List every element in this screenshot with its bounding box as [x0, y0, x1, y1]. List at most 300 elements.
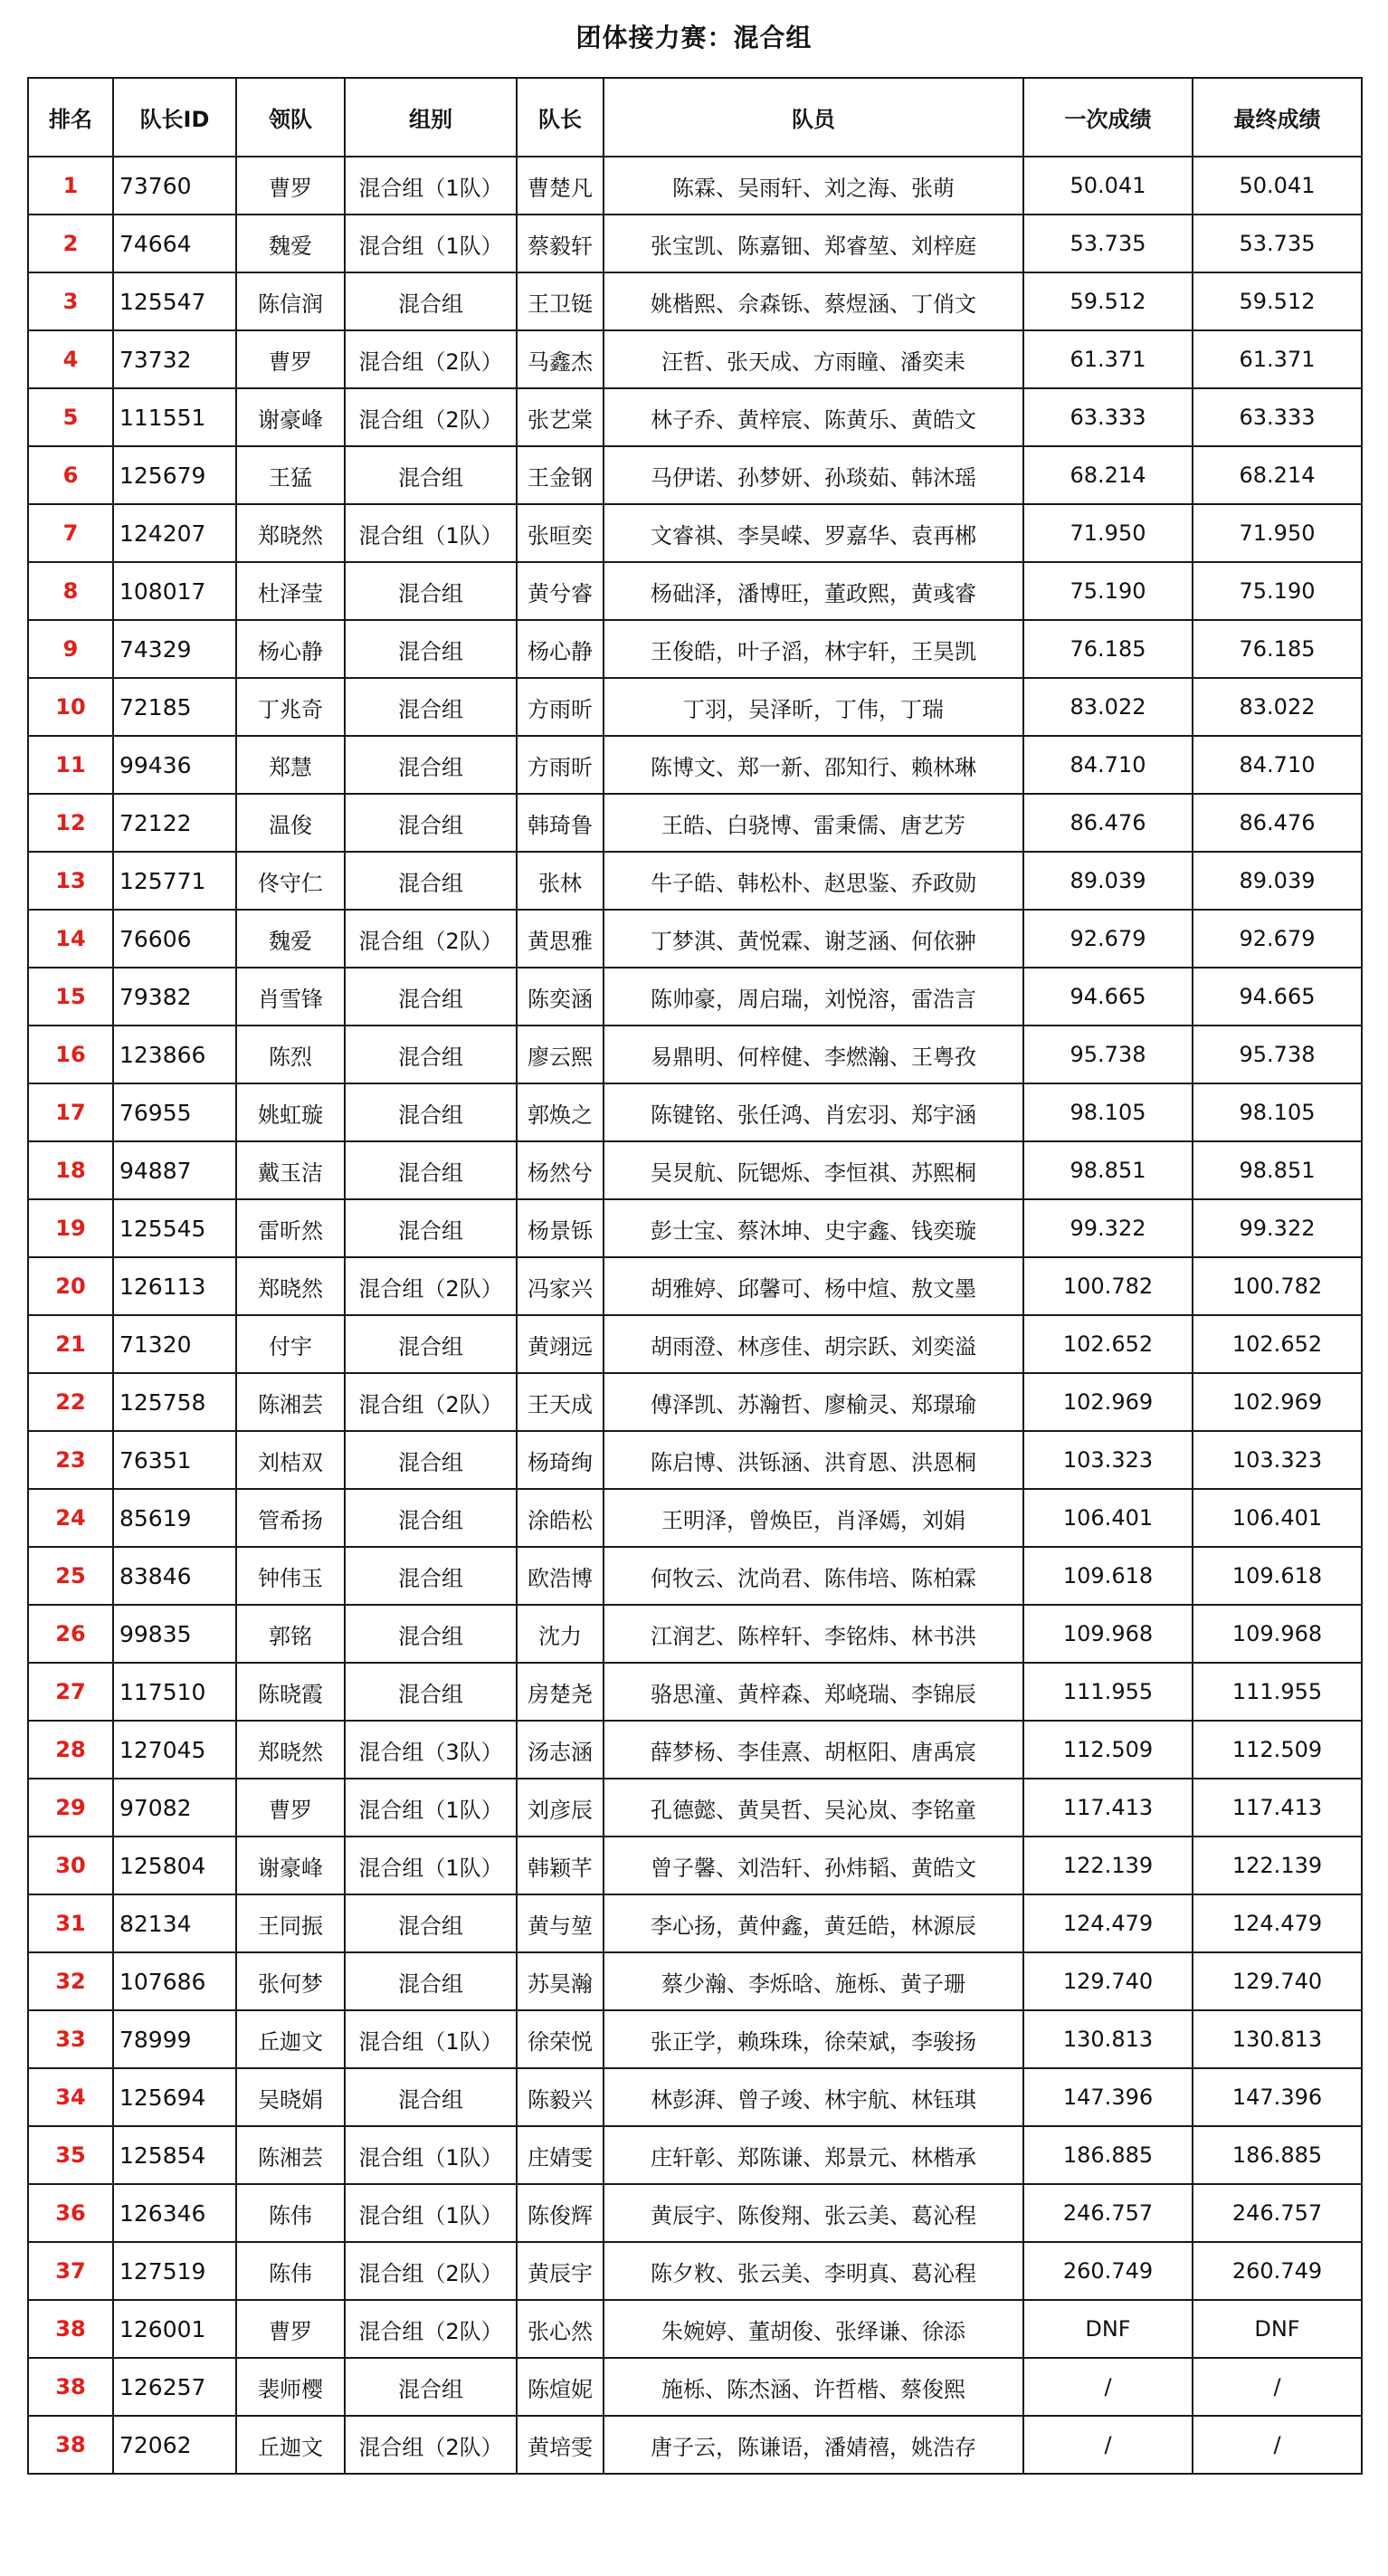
rank-cell: 38: [28, 2300, 113, 2358]
rank-cell: 6: [28, 446, 113, 504]
group-cell: 混合组: [345, 852, 517, 910]
final-score-cell: 102.652: [1193, 1315, 1362, 1373]
captain-id-cell: 73732: [113, 330, 236, 388]
captain-id-cell: 126113: [113, 1257, 236, 1315]
first-score-cell: 92.679: [1023, 910, 1193, 968]
members-cell: 彭士宝、蔡沐坤、史宇鑫、钱奕璇: [604, 1199, 1023, 1257]
captain-cell: 韩颖芊: [517, 1837, 604, 1894]
final-score-cell: 109.618: [1193, 1547, 1362, 1605]
group-cell: 混合组: [345, 1199, 517, 1257]
captain-id-cell: 125854: [113, 2126, 236, 2184]
captain-id-cell: 83846: [113, 1547, 236, 1605]
table-row: [28, 562, 1362, 620]
leader-cell: 谢豪峰: [236, 1837, 345, 1894]
first-score-cell: 94.665: [1023, 968, 1193, 1026]
table-row: [28, 736, 1362, 794]
first-score-cell: 129.740: [1023, 1952, 1193, 2010]
members-cell: 马伊诺、孙梦妍、孙琰茹、韩沐瑶: [604, 446, 1023, 504]
first-score-cell: 83.022: [1023, 678, 1193, 736]
rank-cell: 15: [28, 968, 113, 1026]
leader-cell: 吴晓娟: [236, 2068, 345, 2126]
members-cell: 朱婉婷、董胡俊、张绎谦、徐添: [604, 2300, 1023, 2358]
final-score-cell: /: [1193, 2416, 1362, 2474]
final-score-cell: /: [1193, 2358, 1362, 2416]
first-score-cell: 95.738: [1023, 1026, 1193, 1083]
table-row: [28, 1952, 1362, 2010]
rank-cell: 29: [28, 1779, 113, 1837]
table-row: [28, 1315, 1362, 1373]
leader-cell: 陈伟: [236, 2242, 345, 2300]
first-score-cell: 53.735: [1023, 215, 1193, 272]
members-cell: 陈霖、吴雨轩、刘之海、张萌: [604, 157, 1023, 215]
rank-cell: 23: [28, 1431, 113, 1489]
rank-cell: 25: [28, 1547, 113, 1605]
first-score-cell: 130.813: [1023, 2010, 1193, 2068]
leader-cell: 戴玉洁: [236, 1141, 345, 1199]
leader-cell: 钟伟玉: [236, 1547, 345, 1605]
members-cell: 文睿祺、李昊嵘、罗嘉华、袁再郴: [604, 504, 1023, 562]
table-row: [28, 272, 1362, 330]
final-score-cell: 59.512: [1193, 272, 1362, 330]
members-cell: 薛梦杨、李佳熹、胡枢阳、唐禹宸: [604, 1721, 1023, 1779]
captain-cell: 陈奕涵: [517, 968, 604, 1026]
leader-cell: 管希扬: [236, 1489, 345, 1547]
rank-cell: 36: [28, 2184, 113, 2242]
table-row: [28, 446, 1362, 504]
group-cell: 混合组: [345, 620, 517, 678]
leader-cell: 郭铭: [236, 1605, 345, 1663]
table-row: [28, 2010, 1362, 2068]
rank-cell: 22: [28, 1373, 113, 1431]
final-score-cell: 53.735: [1193, 215, 1362, 272]
rank-cell: 20: [28, 1257, 113, 1315]
members-cell: 牛子皓、韩松朴、赵思鉴、乔政勋: [604, 852, 1023, 910]
table-row: [28, 620, 1362, 678]
group-cell: 混合组（2队）: [345, 2416, 517, 2474]
first-score-cell: /: [1023, 2358, 1193, 2416]
group-cell: 混合组（1队）: [345, 1779, 517, 1837]
final-score-cell: 68.214: [1193, 446, 1362, 504]
captain-id-cell: 117510: [113, 1663, 236, 1721]
members-cell: 黄辰宇、陈俊翔、张云美、葛沁程: [604, 2184, 1023, 2242]
captain-id-cell: 85619: [113, 1489, 236, 1547]
leader-cell: 郑慧: [236, 736, 345, 794]
leader-cell: 付宇: [236, 1315, 345, 1373]
captain-id-cell: 125545: [113, 1199, 236, 1257]
captain-id-cell: 72062: [113, 2416, 236, 2474]
leader-cell: 张何梦: [236, 1952, 345, 2010]
captain-id-cell: 74329: [113, 620, 236, 678]
captain-cell: 陈俊辉: [517, 2184, 604, 2242]
table-row: [28, 794, 1362, 852]
rank-cell: 3: [28, 272, 113, 330]
final-score-cell: 186.885: [1193, 2126, 1362, 2184]
header-captain-id: 队长ID: [113, 78, 236, 157]
captain-id-cell: 108017: [113, 562, 236, 620]
table-row: [28, 215, 1362, 272]
group-cell: 混合组（2队）: [345, 2300, 517, 2358]
first-score-cell: 89.039: [1023, 852, 1193, 910]
leader-cell: 魏爱: [236, 215, 345, 272]
captain-id-cell: 125758: [113, 1373, 236, 1431]
captain-cell: 张艺棠: [517, 388, 604, 446]
first-score-cell: 112.509: [1023, 1721, 1193, 1779]
group-cell: 混合组（3队）: [345, 1721, 517, 1779]
captain-cell: 王金钢: [517, 446, 604, 504]
final-score-cell: 111.955: [1193, 1663, 1362, 1721]
leader-cell: 裴师樱: [236, 2358, 345, 2416]
captain-cell: 徐荣悦: [517, 2010, 604, 2068]
final-score-cell: 95.738: [1193, 1026, 1362, 1083]
captain-cell: 黄思雅: [517, 910, 604, 968]
first-score-cell: 50.041: [1023, 157, 1193, 215]
final-score-cell: 112.509: [1193, 1721, 1362, 1779]
first-score-cell: 117.413: [1023, 1779, 1193, 1837]
members-cell: 吴炅航、阮锶烁、李恒祺、苏熙桐: [604, 1141, 1023, 1199]
leader-cell: 肖雪锋: [236, 968, 345, 1026]
final-score-cell: 63.333: [1193, 388, 1362, 446]
members-cell: 张宝凯、陈嘉钿、郑睿堃、刘梓庭: [604, 215, 1023, 272]
table-row: [28, 388, 1362, 446]
group-cell: 混合组: [345, 2068, 517, 2126]
group-cell: 混合组: [345, 1952, 517, 2010]
table-row: [28, 2184, 1362, 2242]
group-cell: 混合组: [345, 736, 517, 794]
table-row: [28, 968, 1362, 1026]
rank-cell: 12: [28, 794, 113, 852]
final-score-cell: 83.022: [1193, 678, 1362, 736]
first-score-cell: 100.782: [1023, 1257, 1193, 1315]
first-score-cell: 260.749: [1023, 2242, 1193, 2300]
members-cell: 丁梦淇、黄悦霖、谢芝涵、何依翀: [604, 910, 1023, 968]
members-cell: 骆思潼、黄梓森、郑峣瑞、李锦辰: [604, 1663, 1023, 1721]
final-score-cell: 75.190: [1193, 562, 1362, 620]
captain-id-cell: 82134: [113, 1894, 236, 1952]
group-cell: 混合组（2队）: [345, 330, 517, 388]
table-row: [28, 2416, 1362, 2474]
leader-cell: 陈烈: [236, 1026, 345, 1083]
members-cell: 姚楷熙、佘森铄、蔡煜涵、丁俏文: [604, 272, 1023, 330]
rank-cell: 13: [28, 852, 113, 910]
header-members: 队员: [604, 78, 1023, 157]
leader-cell: 陈晓霞: [236, 1663, 345, 1721]
first-score-cell: 68.214: [1023, 446, 1193, 504]
captain-id-cell: 99835: [113, 1605, 236, 1663]
captain-cell: 苏昊瀚: [517, 1952, 604, 2010]
group-cell: 混合组: [345, 1026, 517, 1083]
group-cell: 混合组（1队）: [345, 157, 517, 215]
captain-id-cell: 74664: [113, 215, 236, 272]
rank-cell: 9: [28, 620, 113, 678]
group-cell: 混合组（1队）: [345, 2010, 517, 2068]
captain-id-cell: 76955: [113, 1083, 236, 1141]
table-row: [28, 1257, 1362, 1315]
first-score-cell: 98.851: [1023, 1141, 1193, 1199]
table-row: [28, 1605, 1362, 1663]
rank-cell: 38: [28, 2416, 113, 2474]
table-row: [28, 2358, 1362, 2416]
rank-cell: 11: [28, 736, 113, 794]
rank-cell: 34: [28, 2068, 113, 2126]
first-score-cell: 122.139: [1023, 1837, 1193, 1894]
first-score-cell: 106.401: [1023, 1489, 1193, 1547]
captain-cell: 冯家兴: [517, 1257, 604, 1315]
table-row: [28, 1894, 1362, 1952]
table-row: [28, 2242, 1362, 2300]
final-score-cell: 130.813: [1193, 2010, 1362, 2068]
captain-id-cell: 79382: [113, 968, 236, 1026]
table-row: [28, 1026, 1362, 1083]
members-cell: 王俊皓，叶子滔，林宇轩，王昊凯: [604, 620, 1023, 678]
final-score-cell: 86.476: [1193, 794, 1362, 852]
rank-cell: 26: [28, 1605, 113, 1663]
group-cell: 混合组: [345, 2358, 517, 2416]
members-cell: 陈夕敉、张云美、李明真、葛沁程: [604, 2242, 1023, 2300]
rank-cell: 14: [28, 910, 113, 968]
captain-id-cell: 127045: [113, 1721, 236, 1779]
group-cell: 混合组（1队）: [345, 2126, 517, 2184]
members-cell: 王皓、白骁博、雷秉儒、唐艺芳: [604, 794, 1023, 852]
first-score-cell: 109.968: [1023, 1605, 1193, 1663]
rank-cell: 37: [28, 2242, 113, 2300]
group-cell: 混合组（1队）: [345, 2184, 517, 2242]
rank-cell: 28: [28, 1721, 113, 1779]
final-score-cell: 99.322: [1193, 1199, 1362, 1257]
first-score-cell: 102.652: [1023, 1315, 1193, 1373]
rank-cell: 24: [28, 1489, 113, 1547]
leader-cell: 刘桔双: [236, 1431, 345, 1489]
members-cell: 杨础泽，潘博旺，董政熙，黄彧睿: [604, 562, 1023, 620]
table-row: [28, 2126, 1362, 2184]
first-score-cell: 103.323: [1023, 1431, 1193, 1489]
header-group: 组别: [345, 78, 517, 157]
rank-cell: 27: [28, 1663, 113, 1721]
members-cell: 胡雨澄、林彦佳、胡宗跃、刘奕溢: [604, 1315, 1023, 1373]
final-score-cell: 50.041: [1193, 157, 1362, 215]
members-cell: 李心扬，黄仲鑫，黄廷皓，林源辰: [604, 1894, 1023, 1952]
leader-cell: 陈湘芸: [236, 2126, 345, 2184]
first-score-cell: 61.371: [1023, 330, 1193, 388]
rank-cell: 7: [28, 504, 113, 562]
header-first-score: 一次成绩: [1023, 78, 1193, 157]
rank-cell: 35: [28, 2126, 113, 2184]
final-score-cell: 94.665: [1193, 968, 1362, 1026]
captain-id-cell: 125804: [113, 1837, 236, 1894]
header-leader: 领队: [236, 78, 345, 157]
group-cell: 混合组: [345, 968, 517, 1026]
first-score-cell: 63.333: [1023, 388, 1193, 446]
captain-cell: 方雨昕: [517, 678, 604, 736]
group-cell: 混合组: [345, 1663, 517, 1721]
final-score-cell: 117.413: [1193, 1779, 1362, 1837]
captain-cell: 杨然兮: [517, 1141, 604, 1199]
table-row: [28, 2068, 1362, 2126]
captain-cell: 房楚尧: [517, 1663, 604, 1721]
first-score-cell: 71.950: [1023, 504, 1193, 562]
captain-cell: 涂皓松: [517, 1489, 604, 1547]
captain-cell: 王天成: [517, 1373, 604, 1431]
members-cell: 陈博文、郑一新、邵知行、赖林琳: [604, 736, 1023, 794]
group-cell: 混合组: [345, 1894, 517, 1952]
rank-cell: 1: [28, 157, 113, 215]
captain-id-cell: 73760: [113, 157, 236, 215]
results-table: [27, 77, 1363, 2475]
captain-cell: 廖云熙: [517, 1026, 604, 1083]
header-captain: 队长: [517, 78, 604, 157]
captain-cell: 汤志涵: [517, 1721, 604, 1779]
header-final-score: 最终成绩: [1193, 78, 1362, 157]
members-cell: 唐子云，陈谦语，潘婧禧，姚浩存: [604, 2416, 1023, 2474]
captain-cell: 马鑫杰: [517, 330, 604, 388]
table-row: [28, 1837, 1362, 1894]
header-row: [28, 78, 1362, 157]
first-score-cell: 246.757: [1023, 2184, 1193, 2242]
captain-cell: 庄婧雯: [517, 2126, 604, 2184]
members-cell: 何牧云、沈尚君、陈伟培、陈柏霖: [604, 1547, 1023, 1605]
first-score-cell: 75.190: [1023, 562, 1193, 620]
group-cell: 混合组（2队）: [345, 2242, 517, 2300]
rank-cell: 32: [28, 1952, 113, 2010]
rank-cell: 19: [28, 1199, 113, 1257]
table-row: [28, 1779, 1362, 1837]
table-row: [28, 1547, 1362, 1605]
group-cell: 混合组: [345, 1605, 517, 1663]
captain-id-cell: 76351: [113, 1431, 236, 1489]
first-score-cell: DNF: [1023, 2300, 1193, 2358]
captain-id-cell: 76606: [113, 910, 236, 968]
table-row: [28, 1721, 1362, 1779]
members-cell: 庄轩彰、郑陈谦、郑景元、林楷承: [604, 2126, 1023, 2184]
leader-cell: 丁兆奇: [236, 678, 345, 736]
captain-id-cell: 71320: [113, 1315, 236, 1373]
captain-id-cell: 111551: [113, 388, 236, 446]
leader-cell: 杨心静: [236, 620, 345, 678]
table-row: [28, 1373, 1362, 1431]
captain-id-cell: 78999: [113, 2010, 236, 2068]
final-score-cell: 71.950: [1193, 504, 1362, 562]
captain-cell: 王卫铤: [517, 272, 604, 330]
members-cell: 王明泽，曾焕臣，肖泽嫣，刘娟: [604, 1489, 1023, 1547]
captain-id-cell: 72185: [113, 678, 236, 736]
members-cell: 陈键铭、张任鸿、肖宏羽、郑宇涵: [604, 1083, 1023, 1141]
table-row: [28, 910, 1362, 968]
members-cell: 林彭湃、曾子竣、林宇航、林钰琪: [604, 2068, 1023, 2126]
captain-id-cell: 124207: [113, 504, 236, 562]
table-row: [28, 1431, 1362, 1489]
group-cell: 混合组: [345, 1083, 517, 1141]
captain-cell: 杨心静: [517, 620, 604, 678]
captain-cell: 郭焕之: [517, 1083, 604, 1141]
final-score-cell: 76.185: [1193, 620, 1362, 678]
rank-cell: 8: [28, 562, 113, 620]
leader-cell: 曹罗: [236, 157, 345, 215]
table-row: [28, 504, 1362, 562]
members-cell: 汪哲、张天成、方雨瞳、潘奕耒: [604, 330, 1023, 388]
final-score-cell: 98.105: [1193, 1083, 1362, 1141]
final-score-cell: 124.479: [1193, 1894, 1362, 1952]
captain-id-cell: 125694: [113, 2068, 236, 2126]
leader-cell: 谢豪峰: [236, 388, 345, 446]
leader-cell: 曹罗: [236, 1779, 345, 1837]
group-cell: 混合组: [345, 272, 517, 330]
final-score-cell: 106.401: [1193, 1489, 1362, 1547]
group-cell: 混合组（2队）: [345, 910, 517, 968]
leader-cell: 杜泽莹: [236, 562, 345, 620]
captain-cell: 张心然: [517, 2300, 604, 2358]
captain-cell: 沈力: [517, 1605, 604, 1663]
captain-cell: 张林: [517, 852, 604, 910]
group-cell: 混合组（2队）: [345, 388, 517, 446]
members-cell: 江润艺、陈梓轩、李铭炜、林书洪: [604, 1605, 1023, 1663]
captain-id-cell: 126001: [113, 2300, 236, 2358]
members-cell: 陈帅豪，周启瑞，刘悦溶，雷浩言: [604, 968, 1023, 1026]
leader-cell: 郑晓然: [236, 1721, 345, 1779]
rank-cell: 30: [28, 1837, 113, 1894]
captain-id-cell: 97082: [113, 1779, 236, 1837]
first-score-cell: 59.512: [1023, 272, 1193, 330]
table-row: [28, 1199, 1362, 1257]
members-cell: 张正学，赖珠珠，徐荣斌，李骏扬: [604, 2010, 1023, 2068]
captain-cell: 杨琦绚: [517, 1431, 604, 1489]
rank-cell: 31: [28, 1894, 113, 1952]
group-cell: 混合组: [345, 1141, 517, 1199]
rank-cell: 18: [28, 1141, 113, 1199]
captain-id-cell: 123866: [113, 1026, 236, 1083]
group-cell: 混合组: [345, 1431, 517, 1489]
captain-cell: 陈毅兴: [517, 2068, 604, 2126]
table-row: [28, 1489, 1362, 1547]
leader-cell: 郑晓然: [236, 1257, 345, 1315]
members-cell: 丁羽，吴泽昕，丁伟，丁瑞: [604, 678, 1023, 736]
table-row: [28, 2300, 1362, 2358]
captain-id-cell: 107686: [113, 1952, 236, 2010]
final-score-cell: 103.323: [1193, 1431, 1362, 1489]
first-score-cell: 76.185: [1023, 620, 1193, 678]
leader-cell: 陈信润: [236, 272, 345, 330]
members-cell: 蔡少瀚、李烁晗、施栎、黄子珊: [604, 1952, 1023, 2010]
leader-cell: 佟守仁: [236, 852, 345, 910]
leader-cell: 陈湘芸: [236, 1373, 345, 1431]
final-score-cell: 122.139: [1193, 1837, 1362, 1894]
first-score-cell: 98.105: [1023, 1083, 1193, 1141]
first-score-cell: 147.396: [1023, 2068, 1193, 2126]
captain-id-cell: 99436: [113, 736, 236, 794]
captain-cell: 蔡毅轩: [517, 215, 604, 272]
group-cell: 混合组（1队）: [345, 1837, 517, 1894]
rank-cell: 2: [28, 215, 113, 272]
first-score-cell: 109.618: [1023, 1547, 1193, 1605]
leader-cell: 丘迦文: [236, 2416, 345, 2474]
first-score-cell: 84.710: [1023, 736, 1193, 794]
members-cell: 曾子馨、刘浩轩、孙炜韬、黄皓文: [604, 1837, 1023, 1894]
table-body: [28, 157, 1362, 2474]
leader-cell: 郑晓然: [236, 504, 345, 562]
table-row: [28, 1663, 1362, 1721]
first-score-cell: 86.476: [1023, 794, 1193, 852]
final-score-cell: 100.782: [1193, 1257, 1362, 1315]
first-score-cell: 124.479: [1023, 1894, 1193, 1952]
group-cell: 混合组: [345, 1489, 517, 1547]
captain-cell: 刘彦辰: [517, 1779, 604, 1837]
captain-id-cell: 127519: [113, 2242, 236, 2300]
final-score-cell: 92.679: [1193, 910, 1362, 968]
members-cell: 易鼎明、何梓健、李燃瀚、王粤孜: [604, 1026, 1023, 1083]
captain-id-cell: 72122: [113, 794, 236, 852]
captain-id-cell: 125679: [113, 446, 236, 504]
rank-cell: 33: [28, 2010, 113, 2068]
captain-id-cell: 94887: [113, 1141, 236, 1199]
final-score-cell: 109.968: [1193, 1605, 1362, 1663]
